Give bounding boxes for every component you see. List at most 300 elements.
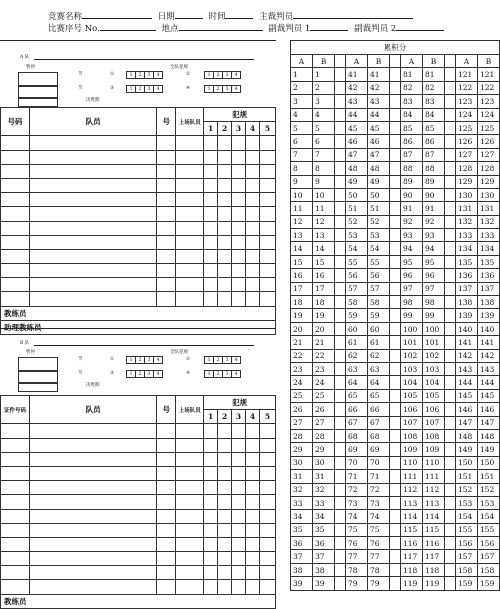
score-cell-b[interactable]: 39 xyxy=(313,577,335,590)
roster-cell[interactable] xyxy=(218,509,232,523)
foul-box[interactable]: 1 xyxy=(204,356,214,364)
roster-cell[interactable] xyxy=(1,164,30,178)
roster-cell[interactable] xyxy=(157,235,176,249)
score-cell-b[interactable]: 142 xyxy=(478,349,500,362)
foul-box[interactable]: 3 xyxy=(144,356,154,364)
score-cell-b[interactable]: 78 xyxy=(368,563,390,576)
score-cell-a[interactable]: 43 xyxy=(346,95,368,108)
score-cell-b[interactable]: 159 xyxy=(478,577,500,590)
score-cell-a[interactable]: 130 xyxy=(456,188,478,201)
roster-cell[interactable] xyxy=(218,221,232,235)
score-cell-b[interactable]: 38 xyxy=(313,563,335,576)
score-cell-b[interactable]: 42 xyxy=(368,81,390,94)
score-cell-a[interactable]: 54 xyxy=(346,242,368,255)
roster-cell[interactable] xyxy=(246,481,260,495)
score-cell-a[interactable]: 25 xyxy=(291,389,313,402)
score-cell-b[interactable]: 41 xyxy=(368,68,390,81)
roster-cell[interactable] xyxy=(246,566,260,580)
roster-cell[interactable] xyxy=(246,466,260,480)
score-cell-a[interactable]: 46 xyxy=(346,135,368,148)
score-cell-a[interactable]: 111 xyxy=(401,470,423,483)
roster-cell[interactable] xyxy=(29,292,156,306)
score-cell-a[interactable]: 134 xyxy=(456,242,478,255)
roster-cell[interactable] xyxy=(157,207,176,221)
score-cell-b[interactable]: 150 xyxy=(478,456,500,469)
roster-cell[interactable] xyxy=(204,537,218,551)
score-cell-b[interactable]: 91 xyxy=(423,202,445,215)
roster-cell[interactable] xyxy=(176,193,204,207)
foul-box[interactable]: 3 xyxy=(144,71,154,79)
score-cell-b[interactable]: 8 xyxy=(313,162,335,175)
score-cell-a[interactable]: 124 xyxy=(456,108,478,121)
foul-box[interactable]: 1 xyxy=(126,71,136,79)
roster-cell[interactable] xyxy=(29,452,156,466)
score-cell-b[interactable]: 14 xyxy=(313,242,335,255)
score-cell-b[interactable]: 53 xyxy=(368,229,390,242)
roster-cell[interactable] xyxy=(232,466,246,480)
score-cell-b[interactable]: 94 xyxy=(423,242,445,255)
roster-cell[interactable] xyxy=(232,481,246,495)
roster-cell[interactable] xyxy=(157,580,176,594)
score-cell-a[interactable]: 66 xyxy=(346,403,368,416)
score-cell-a[interactable]: 23 xyxy=(291,362,313,375)
score-cell-b[interactable]: 128 xyxy=(478,162,500,175)
roster-cell[interactable] xyxy=(29,164,156,178)
score-cell-b[interactable]: 147 xyxy=(478,416,500,429)
roster-cell[interactable] xyxy=(218,566,232,580)
score-cell-a[interactable]: 44 xyxy=(346,108,368,121)
score-cell-a[interactable]: 29 xyxy=(291,443,313,456)
roster-cell[interactable] xyxy=(232,495,246,509)
score-cell-b[interactable]: 47 xyxy=(368,148,390,161)
roster-cell[interactable] xyxy=(246,509,260,523)
score-cell-b[interactable]: 134 xyxy=(478,242,500,255)
score-cell-a[interactable]: 94 xyxy=(401,242,423,255)
score-cell-b[interactable]: 67 xyxy=(368,416,390,429)
score-cell-b[interactable]: 140 xyxy=(478,322,500,335)
score-cell-b[interactable]: 87 xyxy=(423,148,445,161)
score-cell-a[interactable]: 41 xyxy=(346,68,368,81)
roster-cell[interactable] xyxy=(157,193,176,207)
foul-box[interactable]: 3 xyxy=(222,71,232,79)
roster-cell[interactable] xyxy=(176,495,204,509)
score-cell-a[interactable]: 97 xyxy=(401,282,423,295)
score-cell-a[interactable]: 149 xyxy=(456,443,478,456)
score-cell-b[interactable]: 37 xyxy=(313,550,335,563)
score-cell-b[interactable]: 10 xyxy=(313,188,335,201)
roster-cell[interactable] xyxy=(1,207,30,221)
score-cell-b[interactable]: 97 xyxy=(423,282,445,295)
roster-cell[interactable] xyxy=(246,235,260,249)
score-cell-a[interactable]: 11 xyxy=(291,202,313,215)
score-cell-b[interactable]: 15 xyxy=(313,255,335,268)
roster-cell[interactable] xyxy=(1,292,30,306)
score-cell-a[interactable]: 55 xyxy=(346,255,368,268)
roster-cell[interactable] xyxy=(218,249,232,263)
score-cell-b[interactable]: 73 xyxy=(368,496,390,509)
score-cell-b[interactable]: 88 xyxy=(423,162,445,175)
score-cell-b[interactable]: 129 xyxy=(478,175,500,188)
score-cell-b[interactable]: 1 xyxy=(313,68,335,81)
foul-box[interactable]: 3 xyxy=(222,370,232,378)
score-cell-a[interactable]: 74 xyxy=(346,510,368,523)
foul-box[interactable]: 2 xyxy=(213,85,223,93)
score-cell-b[interactable]: 133 xyxy=(478,229,500,242)
score-cell-a[interactable]: 143 xyxy=(456,362,478,375)
score-cell-a[interactable]: 157 xyxy=(456,550,478,563)
roster-cell[interactable] xyxy=(259,452,275,466)
roster-cell[interactable] xyxy=(204,193,218,207)
foul-box[interactable]: 3 xyxy=(222,356,232,364)
score-cell-a[interactable]: 101 xyxy=(401,336,423,349)
score-cell-b[interactable]: 98 xyxy=(423,296,445,309)
score-cell-b[interactable]: 89 xyxy=(423,175,445,188)
roster-cell[interactable] xyxy=(1,509,30,523)
score-cell-b[interactable]: 130 xyxy=(478,188,500,201)
roster-cell[interactable] xyxy=(232,580,246,594)
score-cell-a[interactable]: 60 xyxy=(346,322,368,335)
roster-cell[interactable] xyxy=(218,235,232,249)
roster-cell[interactable] xyxy=(232,221,246,235)
score-cell-b[interactable]: 31 xyxy=(313,470,335,483)
roster-cell[interactable] xyxy=(1,221,30,235)
score-cell-a[interactable]: 86 xyxy=(401,135,423,148)
score-cell-b[interactable]: 118 xyxy=(423,563,445,576)
score-cell-b[interactable]: 74 xyxy=(368,510,390,523)
score-cell-a[interactable]: 14 xyxy=(291,242,313,255)
roster-cell[interactable] xyxy=(157,523,176,537)
score-cell-a[interactable]: 67 xyxy=(346,416,368,429)
score-cell-b[interactable]: 138 xyxy=(478,296,500,309)
roster-cell[interactable] xyxy=(176,207,204,221)
foul-boxes-p3[interactable] xyxy=(126,85,162,93)
score-cell-b[interactable]: 146 xyxy=(478,403,500,416)
score-cell-a[interactable]: 42 xyxy=(346,81,368,94)
foul-boxes-p2[interactable] xyxy=(204,71,240,79)
roster-cell[interactable] xyxy=(246,264,260,278)
score-cell-b[interactable]: 2 xyxy=(313,81,335,94)
score-cell-a[interactable]: 128 xyxy=(456,162,478,175)
score-cell-a[interactable]: 129 xyxy=(456,175,478,188)
roster-cell[interactable] xyxy=(246,292,260,306)
roster-cell[interactable] xyxy=(176,264,204,278)
roster-cell[interactable] xyxy=(259,264,275,278)
team-a-name-field[interactable] xyxy=(34,53,254,60)
roster-cell[interactable] xyxy=(1,136,30,150)
roster-cell[interactable] xyxy=(157,178,176,192)
roster-cell[interactable] xyxy=(157,292,176,306)
score-cell-a[interactable]: 4 xyxy=(291,108,313,121)
score-cell-a[interactable]: 100 xyxy=(401,322,423,335)
foul-box[interactable]: 1 xyxy=(126,370,136,378)
score-cell-a[interactable]: 12 xyxy=(291,215,313,228)
score-cell-a[interactable]: 98 xyxy=(401,296,423,309)
score-cell-b[interactable]: 111 xyxy=(423,470,445,483)
score-cell-b[interactable]: 158 xyxy=(478,563,500,576)
roster-cell[interactable] xyxy=(218,136,232,150)
roster-cell[interactable] xyxy=(218,278,232,292)
roster-cell[interactable] xyxy=(259,523,275,537)
roster-cell[interactable] xyxy=(218,523,232,537)
roster-cell[interactable] xyxy=(232,552,246,566)
score-cell-a[interactable]: 118 xyxy=(401,563,423,576)
score-cell-b[interactable]: 95 xyxy=(423,255,445,268)
score-cell-b[interactable]: 126 xyxy=(478,135,500,148)
foul-box[interactable]: 2 xyxy=(213,356,223,364)
roster-cell[interactable] xyxy=(259,481,275,495)
score-cell-b[interactable]: 4 xyxy=(313,108,335,121)
score-cell-b[interactable]: 30 xyxy=(313,456,335,469)
roster-cell[interactable] xyxy=(232,235,246,249)
foul-boxes-p1[interactable] xyxy=(126,71,162,79)
roster-cell[interactable] xyxy=(157,150,176,164)
roster-cell[interactable] xyxy=(232,424,246,438)
score-cell-b[interactable]: 72 xyxy=(368,483,390,496)
roster-cell[interactable] xyxy=(29,509,156,523)
score-cell-a[interactable]: 84 xyxy=(401,108,423,121)
roster-cell[interactable] xyxy=(204,438,218,452)
score-cell-b[interactable]: 107 xyxy=(423,416,445,429)
roster-cell[interactable] xyxy=(218,552,232,566)
score-cell-b[interactable]: 3 xyxy=(313,95,335,108)
roster-cell[interactable] xyxy=(218,495,232,509)
score-cell-b[interactable]: 20 xyxy=(313,322,335,335)
roster-cell[interactable] xyxy=(176,537,204,551)
roster-cell[interactable] xyxy=(246,452,260,466)
score-cell-a[interactable]: 78 xyxy=(346,563,368,576)
roster-cell[interactable] xyxy=(259,580,275,594)
roster-cell[interactable] xyxy=(29,466,156,480)
score-cell-a[interactable]: 2 xyxy=(291,81,313,94)
foul-box[interactable]: 2 xyxy=(135,71,145,79)
score-cell-b[interactable]: 83 xyxy=(423,95,445,108)
roster-cell[interactable] xyxy=(1,424,30,438)
score-cell-a[interactable]: 72 xyxy=(346,483,368,496)
foul-box[interactable]: 2 xyxy=(135,85,145,93)
score-cell-b[interactable]: 6 xyxy=(313,135,335,148)
roster-cell[interactable] xyxy=(29,537,156,551)
roster-cell[interactable] xyxy=(157,438,176,452)
roster-cell[interactable] xyxy=(232,509,246,523)
score-cell-a[interactable]: 79 xyxy=(346,577,368,590)
roster-cell[interactable] xyxy=(259,466,275,480)
roster-cell[interactable] xyxy=(218,292,232,306)
score-cell-b[interactable]: 36 xyxy=(313,537,335,550)
score-cell-b[interactable]: 155 xyxy=(478,523,500,536)
roster-cell[interactable] xyxy=(176,136,204,150)
match-no-field[interactable] xyxy=(100,22,156,31)
roster-cell[interactable] xyxy=(218,537,232,551)
score-cell-a[interactable]: 89 xyxy=(401,175,423,188)
score-cell-a[interactable]: 16 xyxy=(291,269,313,282)
score-cell-b[interactable]: 124 xyxy=(478,108,500,121)
score-cell-b[interactable]: 149 xyxy=(478,443,500,456)
score-cell-a[interactable]: 35 xyxy=(291,523,313,536)
score-cell-b[interactable]: 28 xyxy=(313,429,335,442)
umpire2-field[interactable] xyxy=(396,22,444,31)
score-cell-b[interactable]: 99 xyxy=(423,309,445,322)
roster-cell[interactable] xyxy=(176,235,204,249)
score-cell-b[interactable]: 58 xyxy=(368,296,390,309)
score-cell-b[interactable]: 45 xyxy=(368,121,390,134)
roster-cell[interactable] xyxy=(29,481,156,495)
score-cell-b[interactable]: 157 xyxy=(478,550,500,563)
roster-cell[interactable] xyxy=(204,264,218,278)
score-cell-a[interactable]: 88 xyxy=(401,162,423,175)
score-cell-b[interactable]: 51 xyxy=(368,202,390,215)
score-cell-b[interactable]: 75 xyxy=(368,523,390,536)
roster-cell[interactable] xyxy=(157,495,176,509)
roster-cell[interactable] xyxy=(246,495,260,509)
score-cell-a[interactable]: 159 xyxy=(456,577,478,590)
roster-cell[interactable] xyxy=(176,481,204,495)
roster-cell[interactable] xyxy=(29,136,156,150)
roster-cell[interactable] xyxy=(204,136,218,150)
roster-cell[interactable] xyxy=(259,136,275,150)
score-cell-a[interactable]: 13 xyxy=(291,229,313,242)
score-cell-b[interactable]: 135 xyxy=(478,255,500,268)
score-cell-a[interactable]: 145 xyxy=(456,389,478,402)
roster-cell[interactable] xyxy=(1,278,30,292)
roster-cell[interactable] xyxy=(246,249,260,263)
score-cell-a[interactable]: 123 xyxy=(456,95,478,108)
score-cell-a[interactable]: 9 xyxy=(291,175,313,188)
score-cell-b[interactable]: 93 xyxy=(423,229,445,242)
roster-cell[interactable] xyxy=(232,452,246,466)
score-cell-a[interactable]: 87 xyxy=(401,148,423,161)
score-cell-a[interactable]: 65 xyxy=(346,389,368,402)
score-cell-b[interactable]: 60 xyxy=(368,322,390,335)
score-cell-a[interactable]: 39 xyxy=(291,577,313,590)
score-cell-b[interactable]: 49 xyxy=(368,175,390,188)
score-cell-b[interactable]: 69 xyxy=(368,443,390,456)
score-cell-a[interactable]: 64 xyxy=(346,376,368,389)
score-cell-b[interactable]: 7 xyxy=(313,148,335,161)
roster-cell[interactable] xyxy=(204,150,218,164)
score-cell-b[interactable]: 122 xyxy=(478,81,500,94)
score-cell-a[interactable]: 18 xyxy=(291,296,313,309)
roster-cell[interactable] xyxy=(29,264,156,278)
score-cell-b[interactable]: 125 xyxy=(478,121,500,134)
roster-cell[interactable] xyxy=(157,278,176,292)
score-cell-b[interactable]: 104 xyxy=(423,376,445,389)
foul-box[interactable]: 4 xyxy=(231,71,241,79)
score-cell-b[interactable]: 131 xyxy=(478,202,500,215)
roster-cell[interactable] xyxy=(176,164,204,178)
score-cell-b[interactable]: 141 xyxy=(478,336,500,349)
roster-cell[interactable] xyxy=(218,150,232,164)
score-cell-a[interactable]: 115 xyxy=(401,523,423,536)
score-cell-a[interactable]: 75 xyxy=(346,523,368,536)
roster-cell[interactable] xyxy=(232,193,246,207)
roster-cell[interactable] xyxy=(157,566,176,580)
score-cell-b[interactable]: 19 xyxy=(313,309,335,322)
roster-cell[interactable] xyxy=(232,150,246,164)
score-cell-a[interactable]: 6 xyxy=(291,135,313,148)
roster-cell[interactable] xyxy=(246,523,260,537)
score-cell-a[interactable]: 10 xyxy=(291,188,313,201)
score-cell-a[interactable]: 110 xyxy=(401,456,423,469)
score-cell-b[interactable]: 26 xyxy=(313,403,335,416)
score-cell-a[interactable]: 31 xyxy=(291,470,313,483)
score-cell-a[interactable]: 121 xyxy=(456,68,478,81)
roster-cell[interactable] xyxy=(259,193,275,207)
score-cell-a[interactable]: 141 xyxy=(456,336,478,349)
score-cell-b[interactable]: 114 xyxy=(423,510,445,523)
score-cell-b[interactable]: 117 xyxy=(423,550,445,563)
roster-cell[interactable] xyxy=(204,207,218,221)
roster-cell[interactable] xyxy=(157,481,176,495)
score-cell-b[interactable]: 16 xyxy=(313,269,335,282)
roster-cell[interactable] xyxy=(259,552,275,566)
score-cell-a[interactable]: 137 xyxy=(456,282,478,295)
roster-cell[interactable] xyxy=(176,580,204,594)
roster-cell[interactable] xyxy=(176,292,204,306)
roster-cell[interactable] xyxy=(176,566,204,580)
roster-cell[interactable] xyxy=(246,580,260,594)
score-cell-b[interactable]: 152 xyxy=(478,483,500,496)
score-cell-a[interactable]: 62 xyxy=(346,349,368,362)
roster-cell[interactable] xyxy=(246,424,260,438)
score-cell-b[interactable]: 77 xyxy=(368,550,390,563)
score-cell-a[interactable]: 127 xyxy=(456,148,478,161)
score-cell-a[interactable]: 109 xyxy=(401,443,423,456)
roster-cell[interactable] xyxy=(246,278,260,292)
score-cell-b[interactable]: 137 xyxy=(478,282,500,295)
roster-cell[interactable] xyxy=(29,235,156,249)
roster-cell[interactable] xyxy=(204,552,218,566)
roster-cell[interactable] xyxy=(1,452,30,466)
roster-cell[interactable] xyxy=(259,424,275,438)
score-cell-a[interactable]: 73 xyxy=(346,496,368,509)
time-field[interactable] xyxy=(225,10,253,19)
foul-boxes-p4[interactable] xyxy=(204,370,240,378)
score-cell-b[interactable]: 108 xyxy=(423,429,445,442)
roster-cell[interactable] xyxy=(218,438,232,452)
score-cell-a[interactable]: 148 xyxy=(456,429,478,442)
foul-boxes-p2[interactable] xyxy=(204,356,240,364)
roster-cell[interactable] xyxy=(29,495,156,509)
score-cell-b[interactable]: 121 xyxy=(478,68,500,81)
score-cell-a[interactable]: 153 xyxy=(456,496,478,509)
score-cell-b[interactable]: 143 xyxy=(478,362,500,375)
roster-cell[interactable] xyxy=(259,292,275,306)
score-cell-a[interactable]: 156 xyxy=(456,537,478,550)
score-cell-a[interactable]: 131 xyxy=(456,202,478,215)
score-cell-a[interactable]: 155 xyxy=(456,523,478,536)
score-cell-a[interactable]: 22 xyxy=(291,349,313,362)
score-cell-b[interactable]: 92 xyxy=(423,215,445,228)
score-cell-a[interactable]: 136 xyxy=(456,269,478,282)
score-cell-b[interactable]: 59 xyxy=(368,309,390,322)
roster-cell[interactable] xyxy=(29,523,156,537)
roster-cell[interactable] xyxy=(204,249,218,263)
score-cell-b[interactable]: 27 xyxy=(313,416,335,429)
roster-cell[interactable] xyxy=(232,566,246,580)
roster-cell[interactable] xyxy=(259,509,275,523)
score-cell-a[interactable]: 93 xyxy=(401,229,423,242)
score-cell-a[interactable]: 49 xyxy=(346,175,368,188)
roster-cell[interactable] xyxy=(232,164,246,178)
roster-cell[interactable] xyxy=(1,495,30,509)
score-cell-a[interactable]: 27 xyxy=(291,416,313,429)
roster-cell[interactable] xyxy=(218,178,232,192)
score-cell-a[interactable]: 82 xyxy=(401,81,423,94)
score-cell-b[interactable]: 90 xyxy=(423,188,445,201)
score-cell-a[interactable]: 76 xyxy=(346,537,368,550)
score-cell-b[interactable]: 84 xyxy=(423,108,445,121)
roster-cell[interactable] xyxy=(204,466,218,480)
